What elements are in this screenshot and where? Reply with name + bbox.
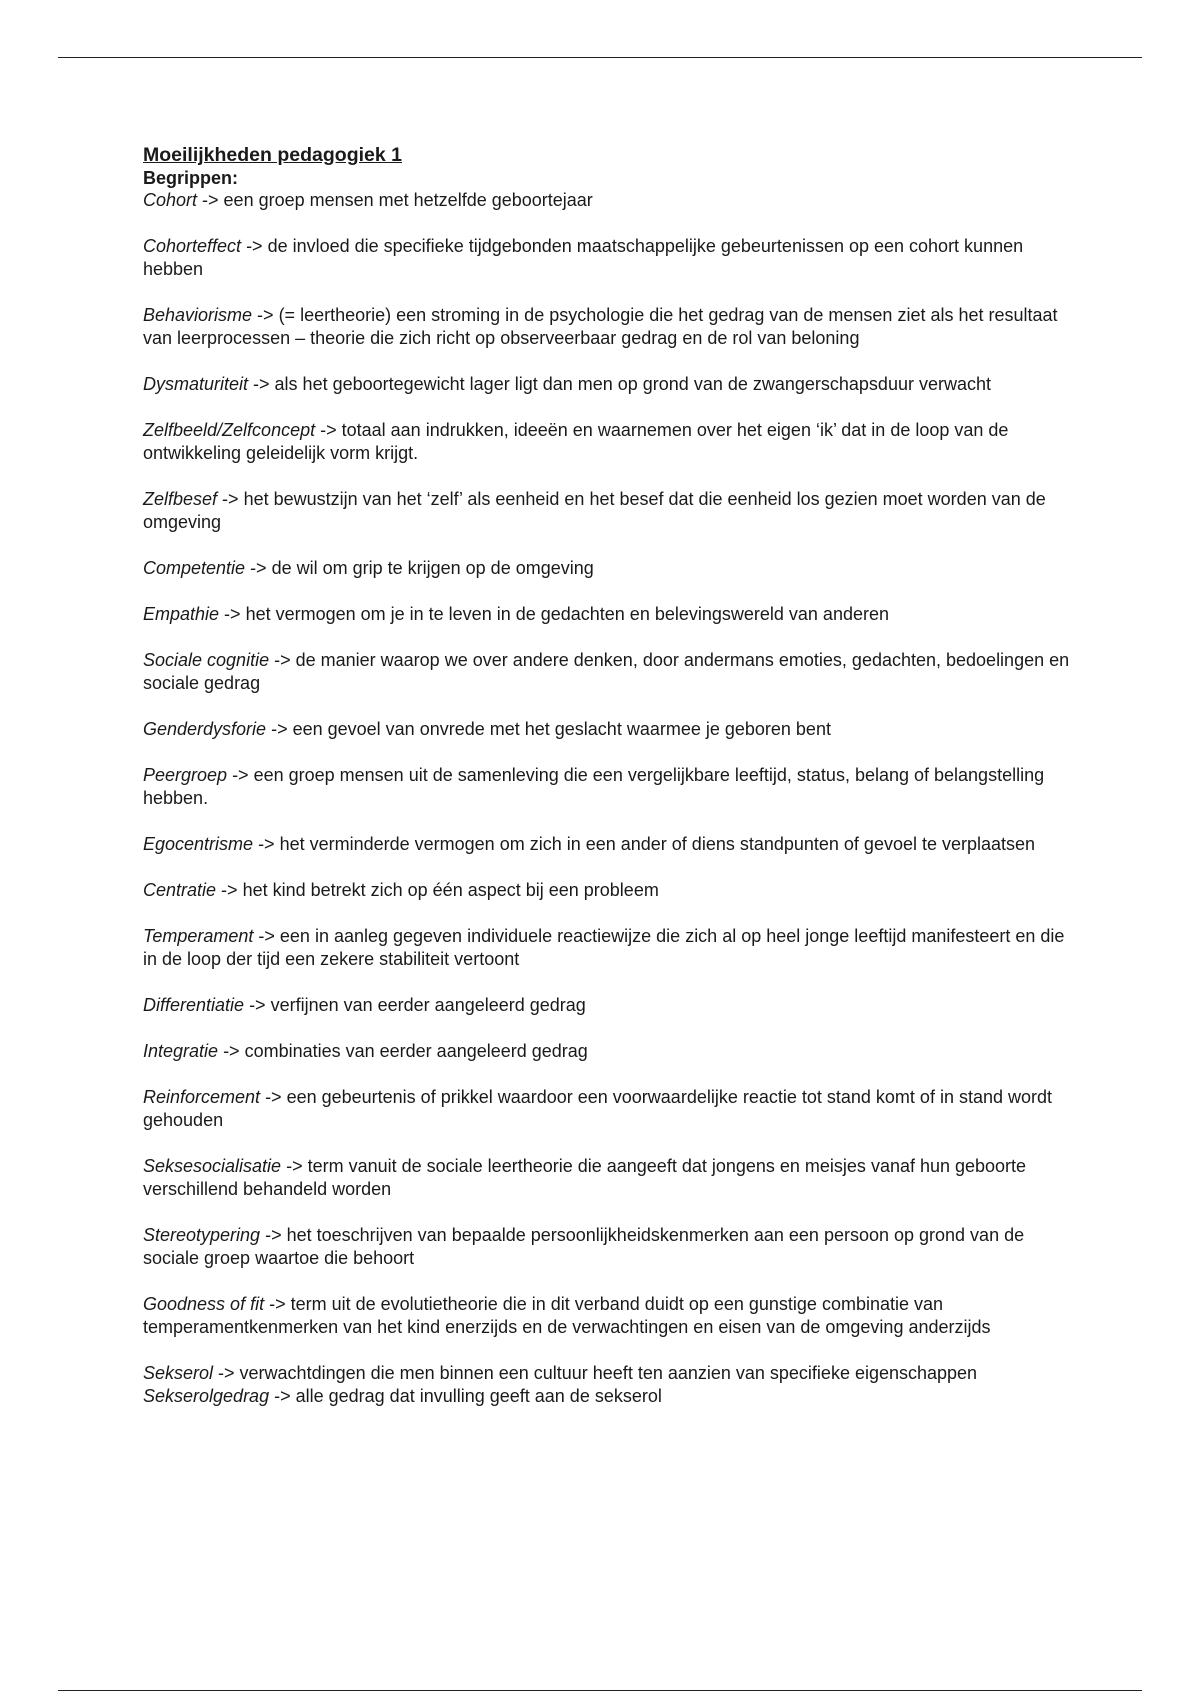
entry-arrow: -> [260, 1225, 287, 1245]
definition-entry [143, 557, 1073, 580]
definition-entry [143, 189, 1073, 212]
entry-arrow: -> [264, 1294, 291, 1314]
definition-entry [143, 603, 1073, 626]
entry-definition: als het geboortegewicht lager ligt dan men op grond van de zwangerschapsduur verwacht [274, 374, 991, 394]
definition-entry [143, 419, 1073, 465]
entry-arrow: -> [260, 1087, 287, 1107]
definition-entry [143, 925, 1073, 971]
entry-arrow: -> [219, 604, 246, 624]
entry-definition: combinaties van eerder aangeleerd gedrag [244, 1041, 588, 1061]
entry-arrow: -> [245, 558, 272, 578]
entry-definition: het verminderde vermogen om zich in een ander of diens standpunten of gevoel te verplaatsen [279, 834, 1036, 854]
entry-arrow: -> [218, 1041, 245, 1061]
entry-definition: term uit de evolutietheorie die in dit verband duidt op een gunstige combinatie van temperamentkenmerken van het kind enerzijds en de verwachtingen en eisen van de omgeving anderzijds [143, 1294, 991, 1337]
definition-entry [143, 1293, 1073, 1339]
definition-entry [143, 488, 1073, 534]
document-body [143, 144, 1073, 1408]
entry-definition: de invloed die specifieke tijdgebonden maatschappelijke gebeurtenissen op een cohort kunnen hebben [143, 236, 1024, 279]
definition-entry [143, 304, 1073, 350]
entry-arrow: -> [216, 880, 243, 900]
definition-entry [143, 718, 1073, 741]
entry-arrow: -> [269, 1386, 296, 1406]
footer-rule [58, 1690, 1142, 1691]
definition-entry [143, 1086, 1073, 1132]
entry-term: Zelfbesef [143, 489, 218, 509]
entry-term: Integratie [143, 1041, 219, 1061]
definition-entry [143, 1155, 1073, 1201]
entry-arrow: -> [197, 190, 224, 210]
entry-term: Differentiatie [143, 995, 245, 1015]
entry-definition: een in aanleg gegeven individuele reactiewijze die zich al op heel jonge leeftijd manifesteert en die in de loop der tijd een zekere stabiliteit vertoont [143, 926, 1065, 969]
entry-arrow: -> [252, 305, 279, 325]
document-title: Moeilijkheden pedagogiek 1 [143, 144, 402, 166]
entry-term: Goodness of fit [143, 1294, 265, 1314]
entry-definition: het vermogen om je in te leven in de gedachten en belevingswereld van anderen [245, 604, 889, 624]
definition-entry [143, 373, 1073, 396]
entry-term: Reinforcement [143, 1087, 261, 1107]
definition-entry [143, 833, 1073, 856]
entry-arrow: -> [244, 995, 271, 1015]
entry-term: Egocentrisme [143, 834, 254, 854]
entry-term: Cohort [143, 190, 198, 210]
entry-definition: het toeschrijven van bepaalde persoonlijkheidskenmerken aan een persoon op grond van de sociale groep waartoe die behoort [143, 1225, 1025, 1268]
entry-term: Sekserol [143, 1363, 214, 1383]
entry-arrow: -> [253, 926, 280, 946]
entry-definition: verwachtdingen die men binnen een cultuur heeft ten aanzien van specifieke eigenschappen [239, 1363, 978, 1383]
entry-term: Empathie [143, 604, 220, 624]
entry-definition: een groep mensen met hetzelfde geboortejaar [223, 190, 593, 210]
entry-term: Genderdysforie [143, 719, 267, 739]
header-rule [58, 57, 1142, 58]
entry-term: Sociale cognitie [143, 650, 270, 670]
definition-entry [143, 1385, 1073, 1408]
entry-arrow: -> [217, 489, 244, 509]
entry-arrow: -> [248, 374, 275, 394]
definition-entry [143, 879, 1073, 902]
definition-entry [143, 1040, 1073, 1063]
entry-term: Competentie [143, 558, 246, 578]
definition-entry [143, 994, 1073, 1017]
entry-definition: term vanuit de sociale leertheorie die aangeeft dat jongens en meisjes vanaf hun geboorte verschillend behandeld worden [143, 1156, 1027, 1199]
entry-term: Sekserolgedrag [143, 1386, 270, 1406]
definition-entry [143, 1362, 1073, 1385]
entry-arrow: -> [213, 1363, 240, 1383]
entry-arrow: -> [253, 834, 280, 854]
entry-definition: verfijnen van eerder aangeleerd gedrag [270, 995, 586, 1015]
entry-definition: de manier waarop we over andere denken, door andermans emoties, gedachten, bedoelingen en sociale gedrag [143, 650, 1070, 693]
entry-definition: een gevoel van onvrede met het geslacht waarmee je geboren bent [292, 719, 831, 739]
entry-arrow: -> [227, 765, 254, 785]
entry-term: Stereotypering [143, 1225, 261, 1245]
entry-arrow: -> [281, 1156, 308, 1176]
entry-arrow: -> [269, 650, 296, 670]
entry-term: Centratie [143, 880, 217, 900]
entry-term: Seksesocialisatie [143, 1156, 282, 1176]
entry-term: Dysmaturiteit [143, 374, 249, 394]
entry-arrow: -> [266, 719, 293, 739]
entry-term: Zelfbeeld/Zelfconcept [143, 420, 316, 440]
definition-entry [143, 649, 1073, 695]
entry-definition: het bewustzijn van het ‘zelf’ als eenheid en het besef dat die eenheid los gezien moet worden van de omgeving [143, 489, 1046, 532]
entry-definition: de wil om grip te krijgen op de omgeving [271, 558, 594, 578]
entry-definition: (= leertheorie) een stroming in de psychologie die het gedrag van de mensen ziet als het resultaat van leerprocessen – theorie die zich richt op observeerbaar gedrag en de rol van beloning [143, 305, 1058, 348]
entry-definition: alle gedrag dat invulling geeft aan de sekserol [295, 1386, 662, 1406]
entry-term: Behaviorisme [143, 305, 253, 325]
entry-definition: totaal aan indrukken, ideeën en waarnemen over het eigen ‘ik’ dat in de loop van de ontwikkeling geleidelijk vorm krijgt. [143, 420, 1009, 463]
definition-entry [143, 764, 1073, 810]
entry-term: Temperament [143, 926, 254, 946]
entry-definition: een groep mensen uit de samenleving die een vergelijkbare leeftijd, status, belang of belangstelling hebben. [143, 765, 1045, 808]
entry-arrow: -> [315, 420, 342, 440]
entry-definition: het kind betrekt zich op één aspect bij een probleem [242, 880, 659, 900]
definition-entry [143, 1224, 1073, 1270]
entry-term: Cohorteffect [143, 236, 242, 256]
section-heading: Begrippen: [143, 168, 239, 188]
entry-arrow: -> [241, 236, 268, 256]
entry-definition: een gebeurtenis of prikkel waardoor een voorwaardelijke reactie tot stand komt of in stand wordt gehouden [143, 1087, 1052, 1130]
definition-entry [143, 235, 1073, 281]
entry-term: Peergroep [143, 765, 228, 785]
